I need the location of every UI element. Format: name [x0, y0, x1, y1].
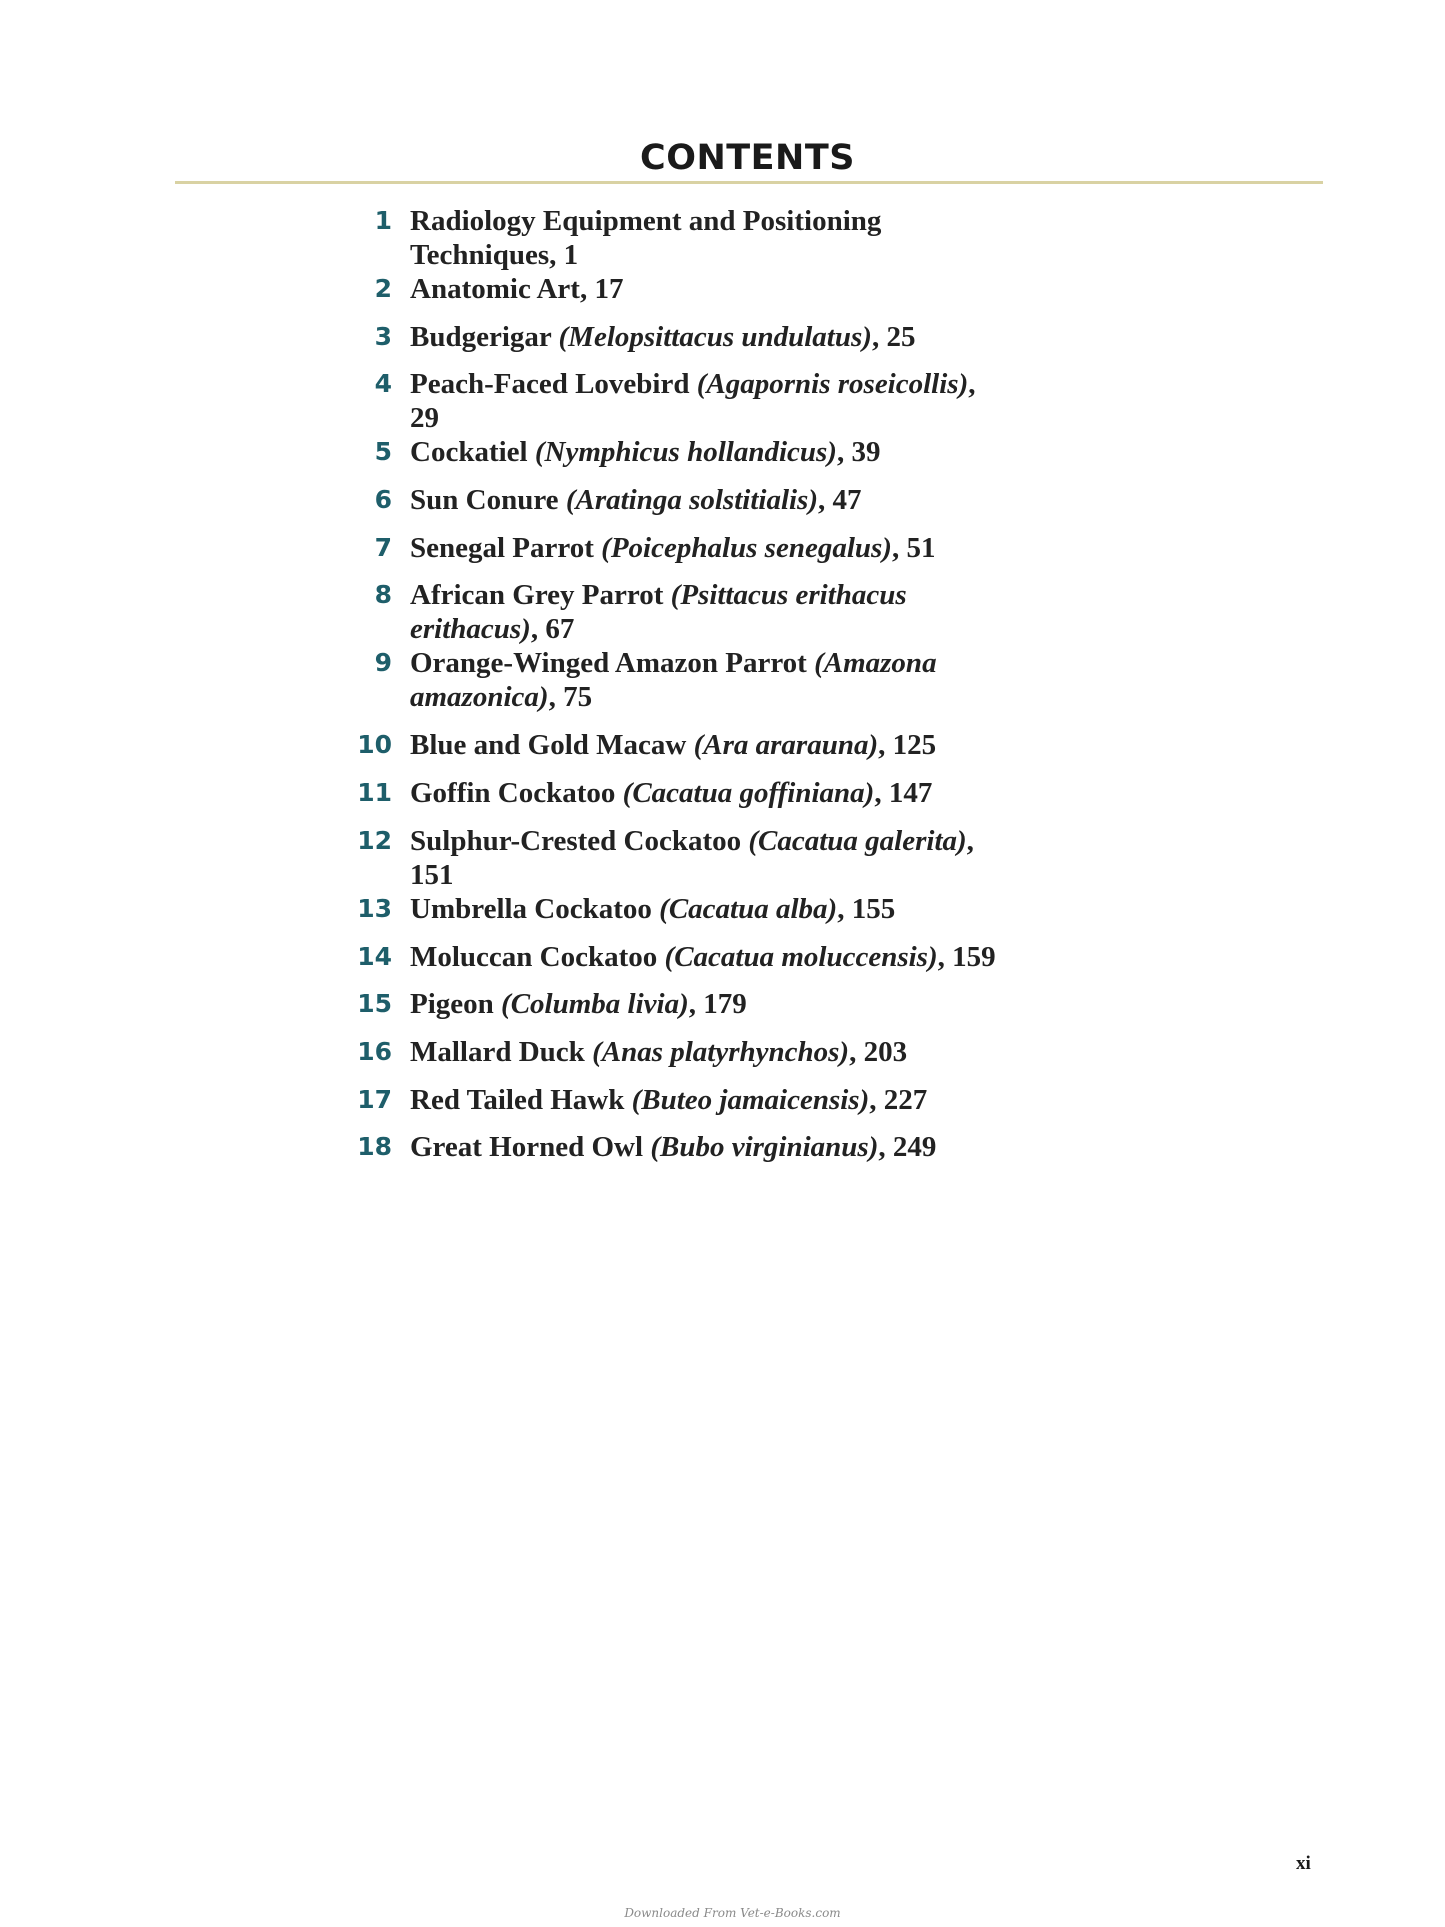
chapter-name: Senegal Parrot [410, 531, 594, 564]
toc-entry-10[interactable] [340, 728, 1160, 776]
chapter-number: 6 [374, 485, 392, 515]
page-title: CONTENTS [640, 138, 855, 178]
chapter-page: 39 [851, 436, 881, 469]
scientific-name: (Buteo jamaicensis) [631, 1083, 870, 1116]
chapter-number: 2 [374, 274, 392, 303]
chapter-number: 12 [357, 825, 392, 855]
chapter-page: 1 [563, 239, 579, 271]
chapter-page: 151 [410, 858, 454, 891]
toc-entry-17[interactable] [340, 1083, 1160, 1131]
chapter-name: African Grey Parrot [410, 579, 664, 612]
toc-entry-3[interactable] [340, 320, 1160, 368]
chapter-number: 10 [357, 730, 392, 760]
chapter-title: Pigeon (Columba livia), 179 [410, 988, 747, 1021]
chapter-name: Budgerigar [410, 320, 552, 353]
chapter-number: 16 [357, 1036, 392, 1066]
chapter-number: 4 [374, 369, 392, 399]
chapter-title: Red Tailed Hawk (Buteo jamaicensis), 227 [410, 1083, 928, 1116]
chapter-name: Radiology Equipment and Positioning Techniques [410, 205, 882, 271]
chapter-name: Mallard Duck [410, 1035, 585, 1068]
toc-entry-11[interactable] [340, 776, 1160, 824]
scientific-name: (Melopsittacus undulatus) [558, 320, 872, 353]
chapter-number: 17 [357, 1084, 392, 1114]
chapter-page: 155 [851, 892, 896, 925]
chapter-page: 203 [863, 1035, 908, 1068]
chapter-name: Orange-Winged Amazon Parrot [410, 647, 807, 680]
chapter-name: Sulphur-Crested Cockatoo [410, 824, 742, 857]
scientific-name: (Agapornis roseicollis) [696, 368, 969, 401]
chapter-title: Orange-Winged Amazon Parrot (Amazona amazonica), 75 [410, 647, 937, 714]
chapter-name: Moluccan Cockatoo [410, 940, 658, 973]
chapter-page: 17 [594, 273, 624, 305]
chapter-number: 11 [357, 778, 392, 808]
chapter-page: 147 [888, 777, 933, 810]
chapter-number: 15 [357, 989, 392, 1019]
chapter-page: 249 [892, 1131, 937, 1164]
chapter-name: Great Horned Owl [410, 1131, 644, 1164]
chapter-title: African Grey Parrot (Psittacus erithacus erithacus), 67 [410, 579, 907, 646]
chapter-name: Sun Conure [410, 484, 559, 517]
chapter-page: 25 [886, 320, 916, 353]
scientific-name: (Psittacus erithacus erithacus) [410, 579, 907, 646]
toc-entry-1[interactable] [340, 204, 1160, 272]
chapter-name: Umbrella Cockatoo [410, 892, 652, 925]
chapter-name: Goffin Cockatoo [410, 777, 616, 810]
chapter-page: 47 [832, 484, 862, 517]
chapter-number: 1 [374, 206, 392, 235]
scientific-name: (Cacatua moluccensis) [664, 940, 938, 973]
chapter-name: Pigeon [410, 988, 494, 1021]
toc-entry-4[interactable] [340, 367, 1160, 435]
toc-entry-12[interactable] [340, 824, 1160, 892]
chapter-number: 9 [374, 648, 392, 678]
page-number: xi [1296, 1853, 1311, 1874]
toc-entry-9[interactable] [340, 646, 1160, 728]
watermark: Downloaded From Vet-e-Books.com [624, 1906, 841, 1920]
toc-entry-2[interactable] [340, 272, 1160, 320]
scientific-name: (Poicephalus senegalus) [601, 531, 892, 564]
chapter-name: Peach-Faced Lovebird [410, 368, 690, 401]
chapter-title: Peach-Faced Lovebird (Agapornis roseicollis), 29 [410, 368, 976, 435]
chapter-number: 5 [374, 437, 392, 467]
chapter-page: 51 [906, 531, 936, 564]
chapter-name: Cockatiel [410, 436, 528, 469]
scientific-name: (Cacatua alba) [659, 892, 838, 925]
chapter-number: 7 [374, 532, 392, 562]
chapter-title: Senegal Parrot (Poicephalus senegalus), 51 [410, 531, 936, 564]
toc-entry-15[interactable] [340, 987, 1160, 1035]
scientific-name: (Amazona amazonica) [410, 647, 937, 714]
chapter-number: 18 [357, 1132, 392, 1162]
scientific-name: (Cacatua goffiniana) [622, 777, 875, 810]
scientific-name: (Anas platyrhynchos) [592, 1035, 850, 1068]
toc-entry-14[interactable] [340, 940, 1160, 988]
chapter-page: 125 [892, 729, 937, 762]
chapter-name: Red Tailed Hawk [410, 1083, 625, 1116]
scientific-name: (Nymphicus hollandicus) [534, 436, 837, 469]
chapter-name: Blue and Gold Macaw [410, 729, 687, 762]
chapter-number: 13 [357, 893, 392, 923]
chapter-page: 159 [952, 940, 996, 973]
chapter-number: 3 [374, 321, 392, 351]
title-rule [175, 181, 1323, 184]
chapter-title: Great Horned Owl (Bubo virginianus), 249 [410, 1131, 937, 1164]
chapter-number: 14 [357, 941, 392, 971]
toc-entry-5[interactable] [340, 435, 1160, 483]
toc-entry-18[interactable] [340, 1130, 1160, 1178]
chapter-title: Radiology Equipment and Positioning Techniques, 1 [410, 205, 882, 271]
chapter-title: Budgerigar (Melopsittacus undulatus), 25 [410, 320, 916, 353]
chapter-page: 75 [563, 681, 593, 714]
chapter-title: Sulphur-Crested Cockatoo (Cacatua galerita), 151 [410, 824, 974, 891]
chapter-number: 8 [374, 580, 392, 610]
chapter-title: Goffin Cockatoo (Cacatua goffiniana), 147 [410, 777, 933, 810]
chapter-title: Cockatiel (Nymphicus hollandicus), 39 [410, 436, 881, 469]
chapter-title: Anatomic Art, 17 [410, 273, 624, 305]
chapter-title: Umbrella Cockatoo (Cacatua alba), 155 [410, 892, 896, 925]
chapter-name: Anatomic Art [410, 273, 580, 305]
chapter-title: Sun Conure (Aratinga solstitialis), 47 [410, 484, 862, 517]
scientific-name: (Aratinga solstitialis) [565, 484, 819, 517]
chapter-page: 67 [545, 613, 575, 646]
toc-entry-8[interactable] [340, 578, 1160, 646]
scientific-name: (Ara ararauna) [693, 729, 879, 762]
scientific-name: (Cacatua galerita) [748, 824, 967, 857]
table-of-contents [340, 204, 1160, 1178]
chapter-title: Mallard Duck (Anas platyrhynchos), 203 [410, 1035, 908, 1068]
scientific-name: (Bubo virginianus) [650, 1131, 879, 1164]
toc-entry-6[interactable] [340, 483, 1160, 531]
toc-entry-7[interactable] [340, 531, 1160, 579]
chapter-page: 29 [410, 402, 439, 435]
chapter-page: 227 [883, 1083, 928, 1116]
chapter-title: Blue and Gold Macaw (Ara ararauna), 125 [410, 729, 937, 762]
toc-entry-16[interactable] [340, 1035, 1160, 1083]
scientific-name: (Columba livia) [501, 988, 689, 1021]
toc-entry-13[interactable] [340, 892, 1160, 940]
chapter-page: 179 [703, 988, 747, 1021]
chapter-title: Moluccan Cockatoo (Cacatua moluccensis), 159 [410, 940, 996, 973]
